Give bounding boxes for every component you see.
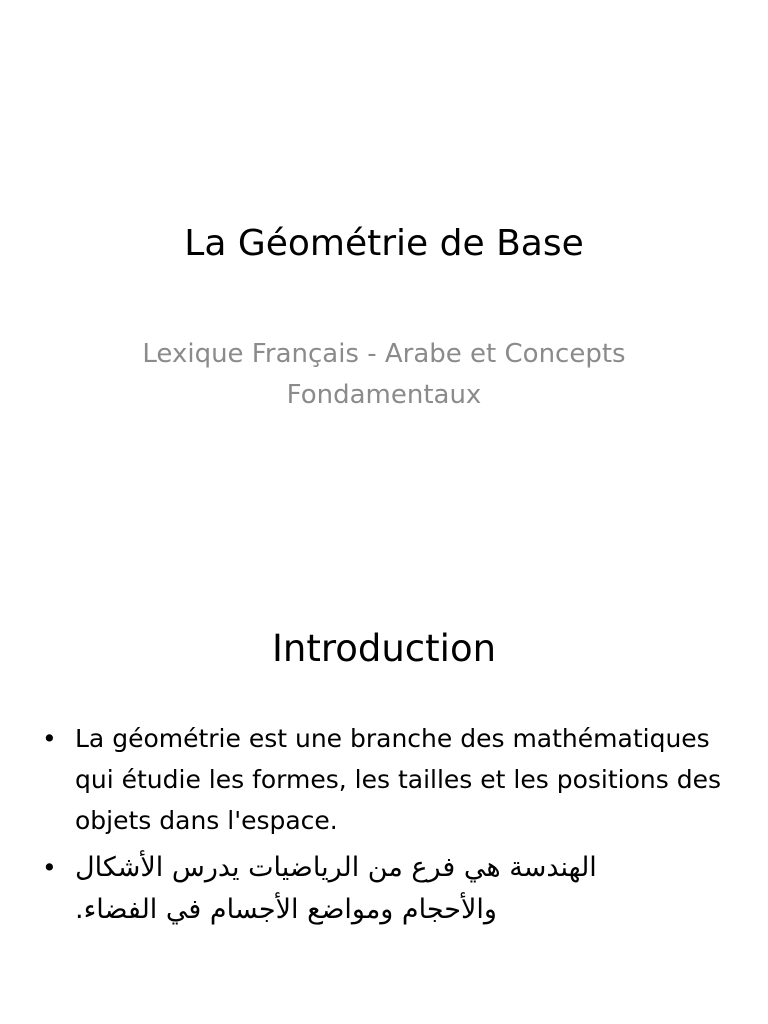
bullet-marker: • [42,853,57,882]
bullet-item-arabic [42,847,742,931]
bullet-item-french [42,718,742,841]
slide-subtitle: Lexique Français - Arabe et Concepts Fondamentaux [142,339,626,410]
bullet-text: الهندسة هي فرع من الرياضيات يدرس الأشكال والأحجام ومواضع الأجسام في الفضاء. [75,852,597,925]
introduction-slide [0,576,768,1024]
introduction-title: Introduction [271,627,497,670]
slide-title: La Géométrie de Base [184,223,584,264]
bullet-list [42,718,742,937]
bullet-text: La géométrie est une branche des mathématiques qui étudie les formes, les tailles et les positions des objets dans l'espace. [75,724,721,835]
bullet-marker: • [42,724,57,753]
